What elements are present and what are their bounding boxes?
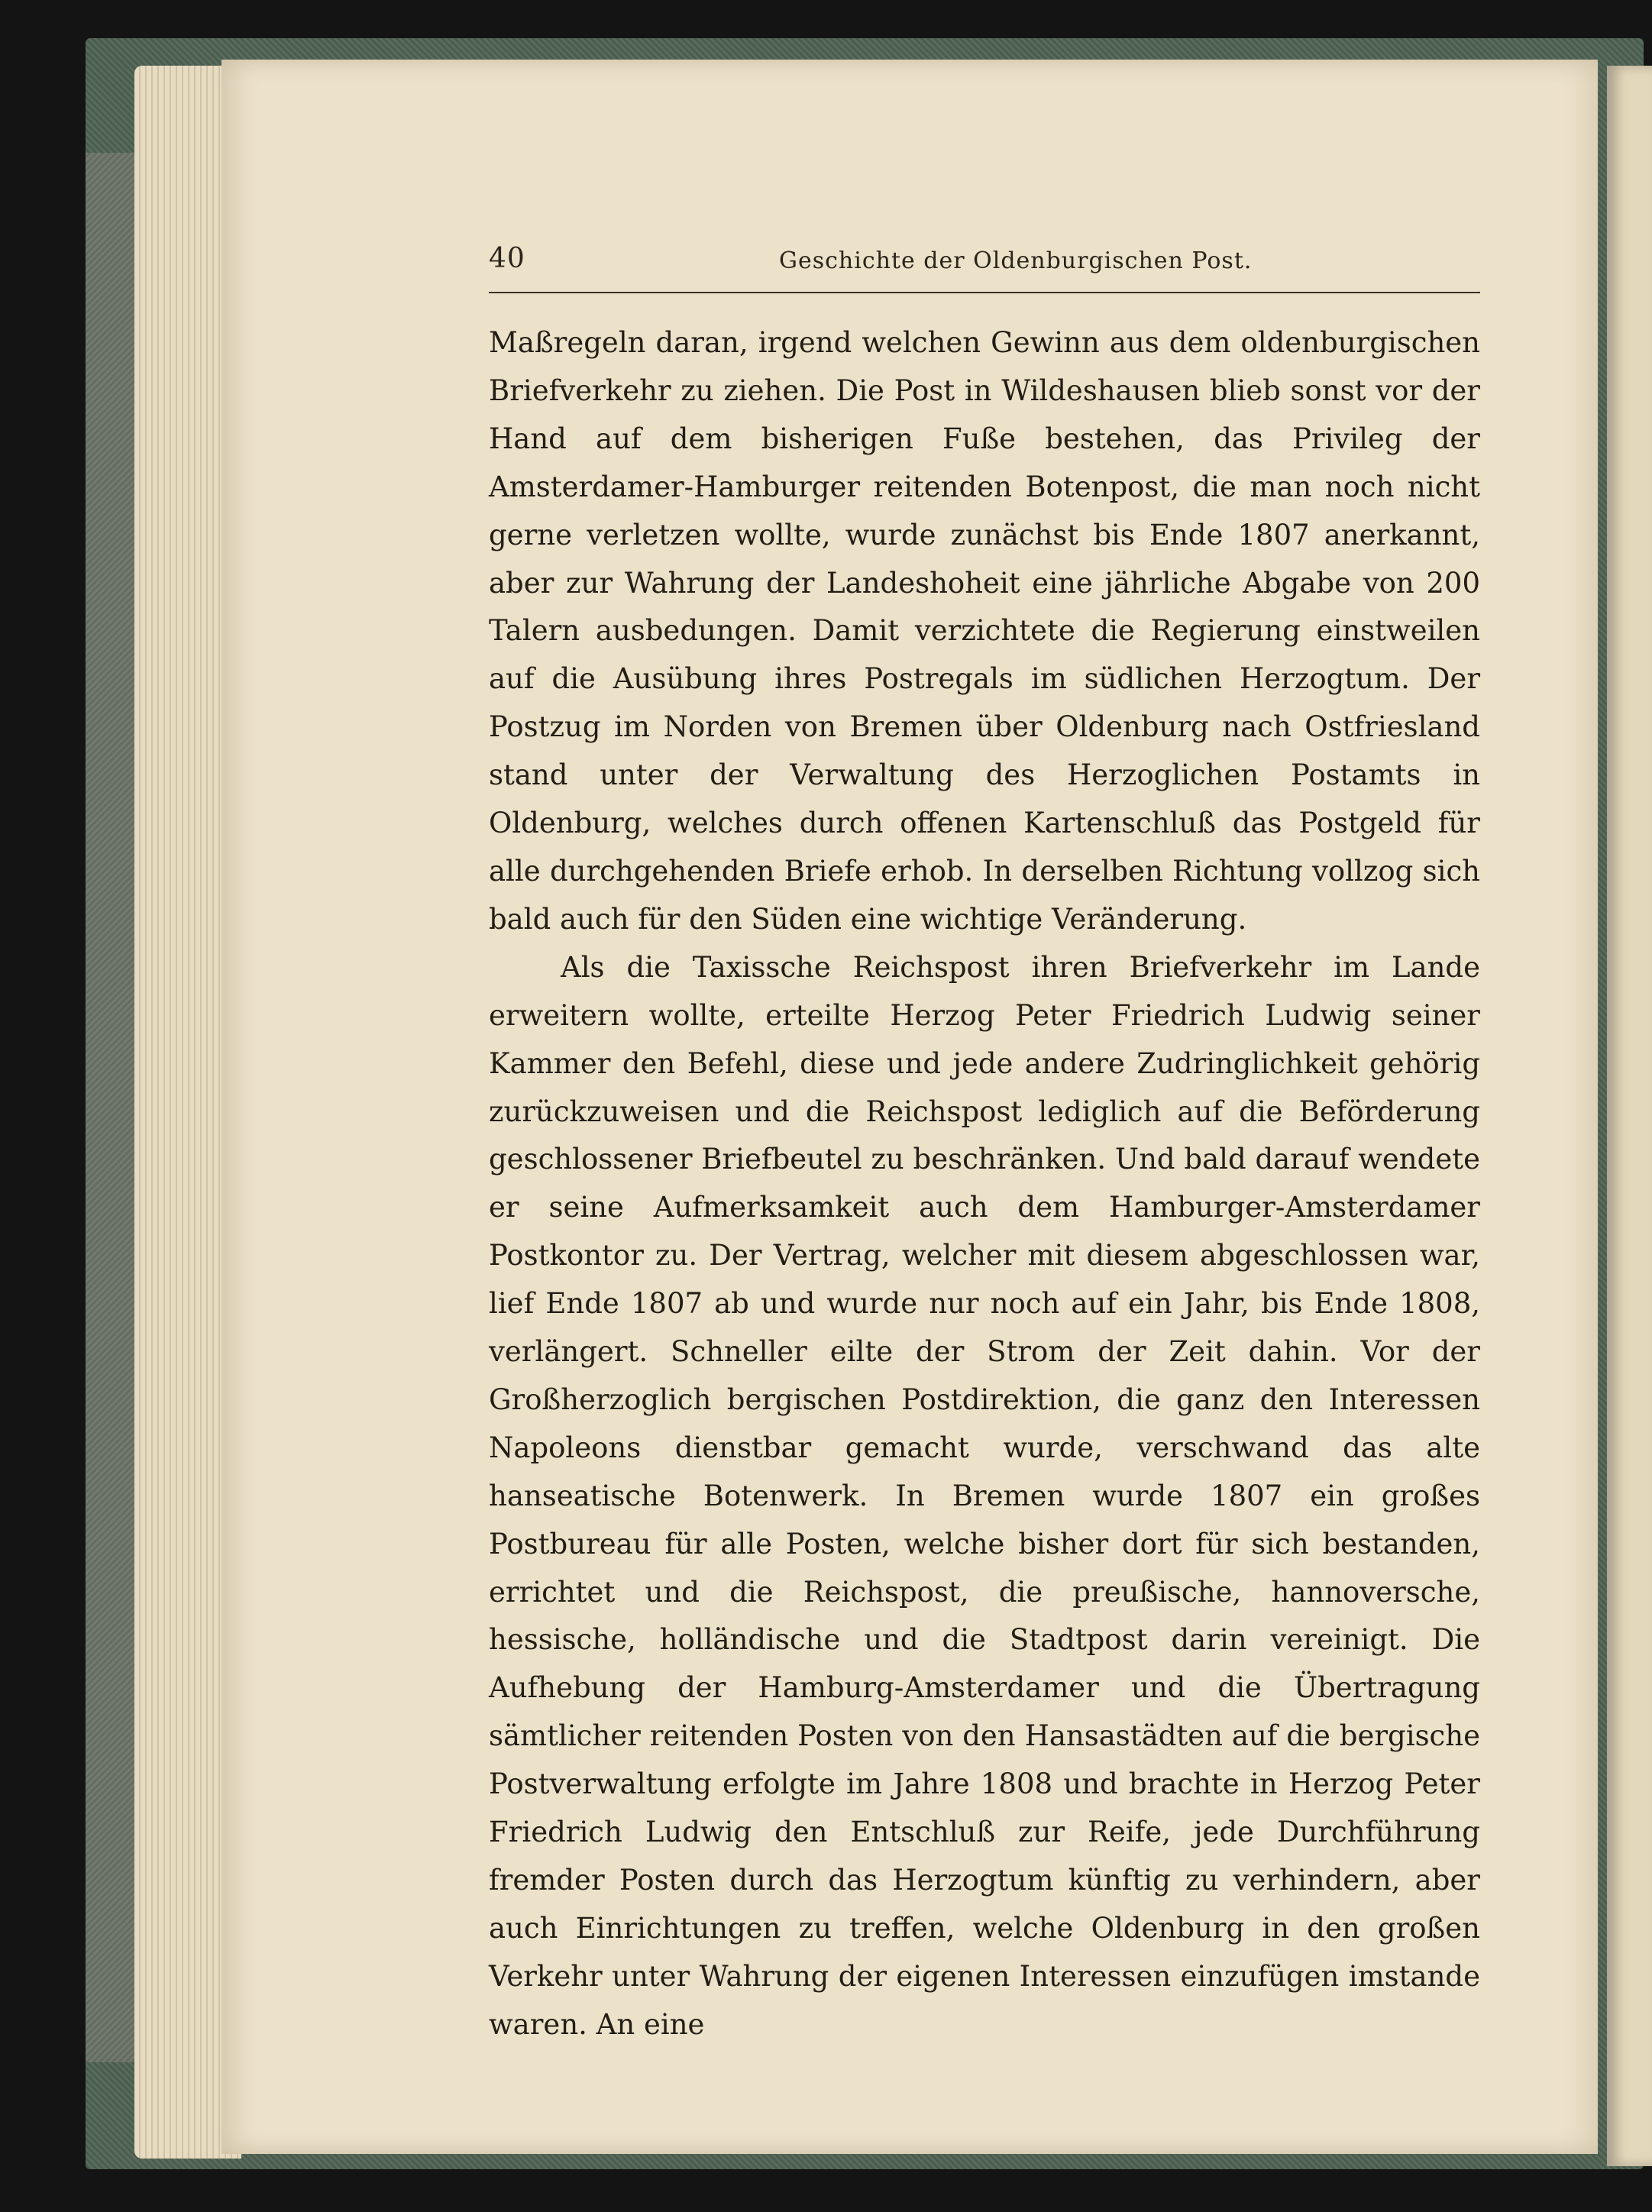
worn-binding-edge [86, 153, 139, 2062]
running-title: Geschichte der Oldenburgischen Post. [779, 247, 1253, 274]
header-rule [489, 292, 1480, 293]
facing-page-edge [1607, 66, 1652, 2166]
paragraph-1: Maßregeln daran, irgend welchen Gewinn aus dem oldenburgischen Briefverkehr zu ziehen. Die Post in Wildeshausen blieb sonst vor der Hand auf dem bisherigen Fuße bestehen, das Privileg der Amsterdamer-Hamburger reitenden Botenpost, die man noch nicht gerne verletzen wollte, wurde zunächst bis Ende 1807 anerkannt, aber zur Wahrung der Landeshoheit eine jährliche Abgabe von 200 Talern ausbedungen. Damit verzichtete die Regierung einstweilen auf die Ausübung ihres Postregals im südlichen Herzogtum. Der Postzug im Norden von Bremen über Oldenburg nach Ostfriesland stand unter der Verwaltung des Herzoglichen Postamts in Oldenburg, welches durch offenen Kartenschluß das Postgeld für alle durchgehenden Briefe erhob. In derselben Richtung vollzog sich bald auch für den Süden eine wichtige Veränderung. [489, 326, 1480, 936]
page-number: 40 [489, 243, 525, 274]
body-text [489, 319, 1480, 2049]
paragraph-2: Als die Taxissche Reichspost ihren Briefverkehr im Lande erweitern wollte, erteilte Herzog Peter Friedrich Ludwig seiner Kammer den Befehl, diese und jede andere Zudringlichkeit gehörig zurückzuweisen und die Reichspost lediglich auf die Beförderung geschlossener Briefbeutel zu beschränken. Und bald darauf wendete er seine Aufmerksamkeit auch dem Hamburger-Amsterdamer Postkontor zu. Der Vertrag, welcher mit diesem abgeschlossen war, lief Ende 1807 ab und wurde nur noch auf ein Jahr, bis Ende 1808, verlängert. Schneller eilte der Strom der Zeit dahin. Vor der Großherzoglich bergischen Postdirektion, die ganz den Interessen Napoleons dienstbar gemacht wurde, verschwand das alte hanseatische Botenwerk. In Bremen wurde 1807 ein großes Postbureau für alle Posten, welche bisher dort für sich bestanden, errichtet und die Reichspost, die preußische, hannoversche, hessische, holländische und die Stadtpost darin vereinigt. Die Aufhebung der Hamburg-Amsterdamer und die Übertragung sämtlicher reitenden Posten von den Hansastädten auf die bergische Postverwaltung erfolgte im Jahre 1808 und brachte in Herzog Peter Friedrich Ludwig den Entschluß zur Reife, jede Durchführung fremder Posten durch das Herzogtum künftig zu verhindern, aber auch Einrichtungen zu treffen, welche Oldenburg in den großen Verkehr unter Wahrung der eigenen Interessen einzufügen imstande waren. An eine [489, 950, 1480, 2041]
running-head [489, 243, 1482, 281]
